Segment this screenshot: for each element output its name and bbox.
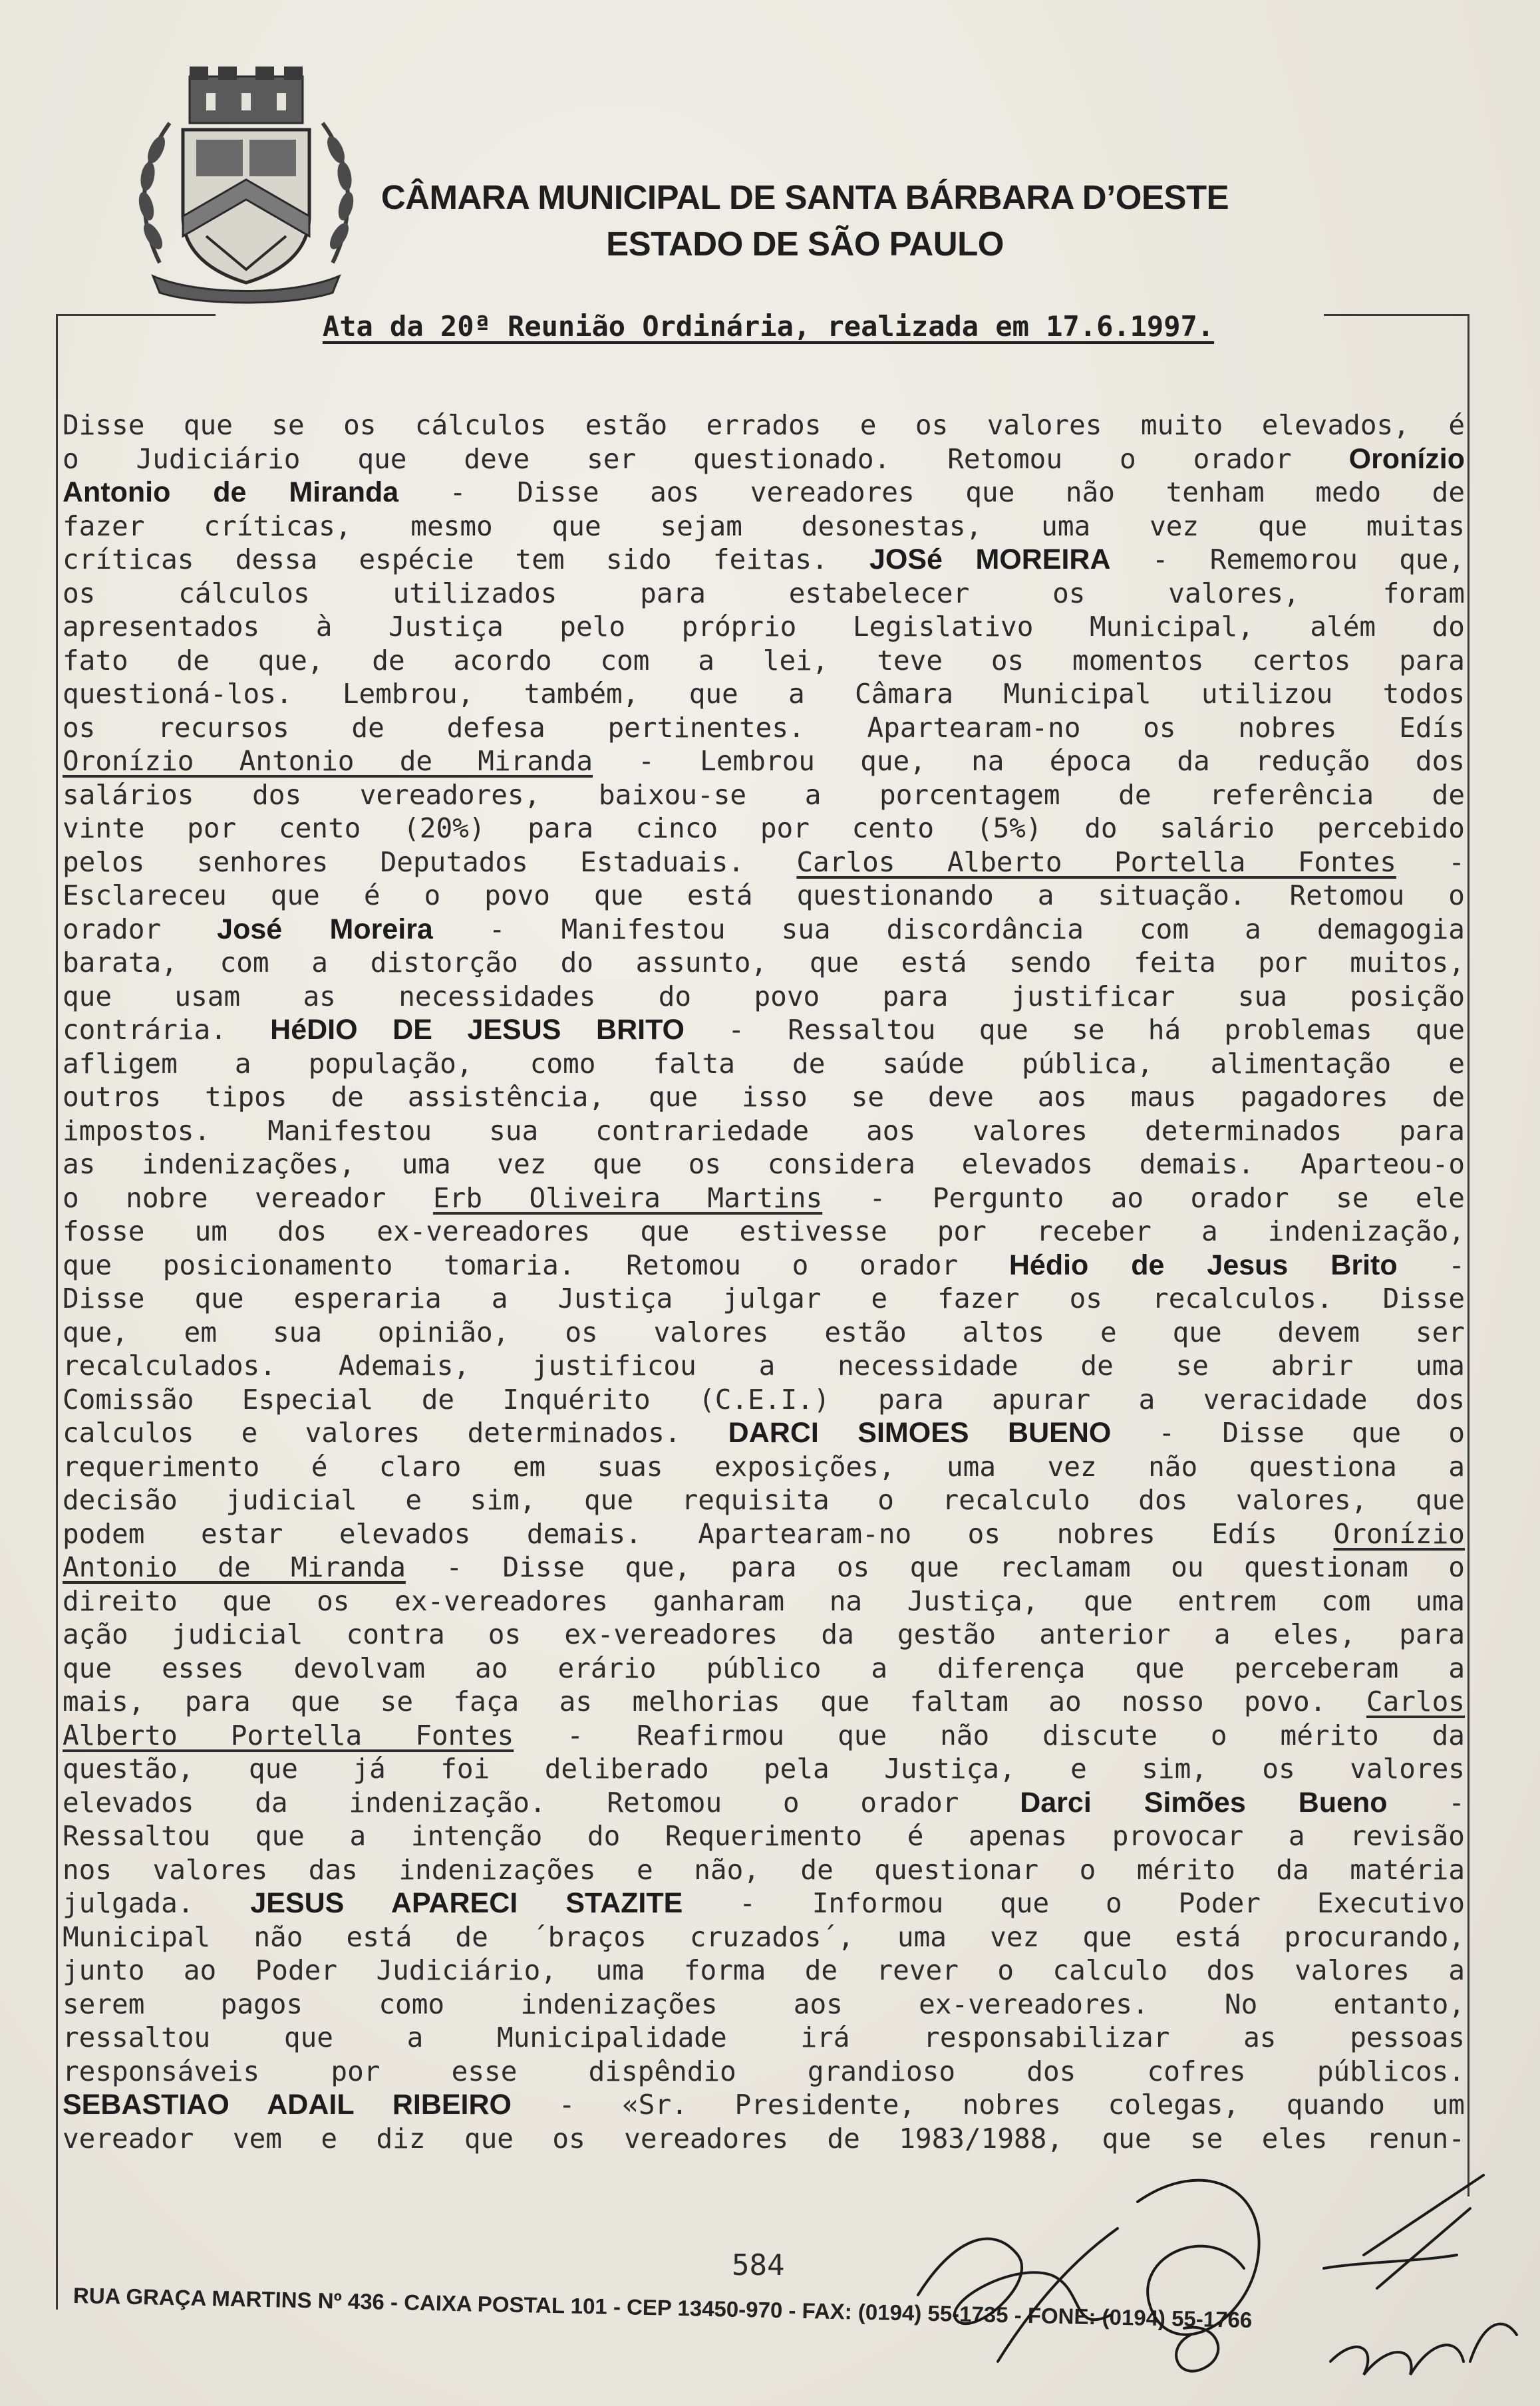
text-run: apresentados à Justiça pelo próprio Legislativo Municipal, além do [63, 611, 1465, 643]
aparte-name: Antonio de Miranda [63, 1551, 406, 1583]
text-run: Municipal não está de ´braços cruzados´, uma vez que está procurando, [63, 1920, 1465, 1953]
text-line [63, 1786, 1465, 1820]
text-line [63, 577, 1465, 611]
text-line [63, 778, 1465, 812]
text-run: Ressaltou que a intenção do Requerimento é apenas provocar a revisão [63, 1820, 1465, 1852]
text-run: as indenizações, uma vez que os considera elevados demais. Aparteou-o [63, 1148, 1465, 1180]
text-line [63, 1450, 1465, 1484]
text-line [63, 1954, 1465, 1988]
text-run: responsáveis por esse dispêndio grandioso dos cofres públicos. [63, 2055, 1465, 2087]
speaker-name: Darci Simões Bueno [1020, 1786, 1388, 1819]
speaker-name: SEBASTIAO ADAIL RIBEIRO [63, 2089, 512, 2121]
text-line [63, 2021, 1465, 2055]
text-line [63, 510, 1465, 543]
text-run: ressaltou que a Municipalidade irá responsabilizar as pessoas [63, 2022, 1465, 2053]
text-run: questão, que já foi deliberado pela Justiça, e sim, os valores [63, 1753, 1465, 1785]
text-line [63, 1685, 1465, 1719]
speaker-name: Oronízio [1348, 442, 1465, 475]
text-run: pelos senhores Deputados Estaduais. [63, 845, 797, 878]
text-run: serem pagos como indenizações aos ex-vereadores. No entanto, [63, 1988, 1465, 2020]
text-run: mais, para que se faça as melhorias que faltam ao nosso povo. [63, 1686, 1366, 1718]
text-run: Disse que se os cálculos estão errados e os valores muito elevados, é [63, 409, 1465, 441]
speaker-name: JOSé MOREIRA [869, 543, 1111, 575]
text-run: fazer críticas, mesmo que sejam desonestas, uma vez que muitas [63, 510, 1465, 542]
text-line [63, 980, 1465, 1014]
text-line [63, 812, 1465, 845]
text-run: requerimento é claro em suas exposições, uma vez não questiona a [63, 1450, 1465, 1483]
speaker-name: HéDIO DE JESUS BRITO [270, 1014, 685, 1046]
text-line [63, 1517, 1465, 1551]
text-run: questioná-los. Lembrou, também, que a Câmara Municipal utilizou todos [63, 678, 1465, 710]
text-run: - Ressaltou que se há problemas que [685, 1014, 1465, 1046]
text-line [63, 1719, 1465, 1753]
text-run: fato de que, de acordo com a lei, teve os momentos certos para [63, 644, 1465, 677]
text-run: Comissão Especial de Inquérito (C.E.I.) para apurar a veracidade dos [63, 1383, 1465, 1416]
speaker-name: Hédio de Jesus Brito [1008, 1249, 1398, 1281]
text-run: que esses devolvam ao erário público a diferença que perceberam a [63, 1652, 1465, 1684]
text-run: - Manifestou sua discordância com a demagogia [432, 913, 1465, 945]
aparte-name: Alberto Portella Fontes [63, 1719, 514, 1751]
text-line [63, 2055, 1465, 2089]
text-line [63, 1047, 1465, 1081]
margin-rule-right [1467, 314, 1469, 2196]
text-run: que usam as necessidades do povo para justificar sua posição [63, 980, 1465, 1012]
text-line [63, 1282, 1465, 1316]
text-run: - Reafirmou que não discute o mérito da [514, 1719, 1465, 1751]
text-run: direito que os ex-vereadores ganharam na Justiça, que entrem com uma [63, 1584, 1465, 1617]
aparte-name: Erb Oliveira Martins [432, 1181, 823, 1214]
text-line [63, 408, 1465, 442]
speaker-name: JESUS APARECI STAZITE [250, 1887, 683, 1919]
text-run: julgada. [63, 1887, 251, 1919]
text-run: vereador vem e diz que os vereadores de 1983/1988, que se eles renun- [63, 2122, 1465, 2155]
text-run: outros tipos de assistência, que isso se deve aos maus pagadores de [63, 1081, 1465, 1113]
text-run: Esclareceu que é o povo que está questionando a situação. Retomou o [63, 879, 1465, 911]
text-run: - Disse que o [1111, 1417, 1465, 1449]
page-number: 584 [732, 2248, 785, 2282]
text-run: que posicionamento tomaria. Retomou o orador [63, 1249, 1009, 1281]
institution-name: CÂMARA MUNICIPAL DE SANTA BÁRBARA D’OESTE [381, 178, 1229, 216]
aparte-name: Oronízio [1333, 1517, 1465, 1550]
margin-rule-left [56, 314, 58, 2310]
header-title [373, 174, 1237, 267]
text-line [63, 1114, 1465, 1148]
margin-rule-top-left [56, 314, 216, 316]
text-run: afligem a população, como falta de saúde pública, alimentação e [63, 1047, 1465, 1080]
text-line [63, 913, 1465, 947]
minutes-body [63, 408, 1465, 2155]
text-line [63, 1416, 1465, 1450]
speaker-name: DARCI SIMOES BUENO [728, 1417, 1112, 1449]
text-line [63, 1886, 1465, 1920]
text-run: elevados da indenização. Retomou o orador [63, 1786, 1020, 1819]
text-line [63, 2088, 1465, 2122]
text-run: o nobre vereador [63, 1181, 433, 1214]
text-line [63, 442, 1465, 476]
text-line [63, 1013, 1465, 1047]
aparte-name: Carlos Alberto Portella Fontes [796, 845, 1396, 878]
text-run: podem estar elevados demais. Apartearam-no os nobres Edís [63, 1517, 1334, 1550]
text-line [63, 1752, 1465, 1786]
text-line [63, 543, 1465, 577]
text-line [63, 1652, 1465, 1686]
text-line [63, 1249, 1465, 1282]
text-run: - Disse que, para os que reclamam ou questionam o [405, 1551, 1465, 1583]
text-run: ação judicial contra os ex-vereadores da gestão anterior a eles, para [63, 1618, 1465, 1650]
text-run: vinte por cento (20%) para cinco por cento (5%) do salário percebido [63, 812, 1465, 844]
text-line [63, 677, 1465, 711]
text-line [63, 1551, 1465, 1584]
text-run: os recursos de defesa pertinentes. Apartearam-no os nobres Edís [63, 711, 1465, 744]
text-line [63, 1383, 1465, 1417]
text-line [63, 1853, 1465, 1887]
text-run: os cálculos utilizados para estabelecer os valores, foram [63, 577, 1465, 609]
text-run: que, em sua opinião, os valores estão altos e que devem ser [63, 1316, 1465, 1348]
text-line [63, 476, 1465, 510]
text-line [63, 744, 1465, 778]
text-line [63, 1483, 1465, 1517]
text-run: - Disse aos vereadores que não tenham medo de [398, 476, 1465, 508]
text-run: - [1387, 1786, 1465, 1819]
text-run: decisão judicial e sim, que requisita o recalculo dos valores, que [63, 1484, 1465, 1516]
text-line [63, 711, 1465, 745]
text-run: o Judiciário que deve ser questionado. Retomou o orador [63, 442, 1349, 475]
text-run: críticas dessa espécie tem sido feitas. [63, 543, 869, 575]
aparte-name: Carlos [1366, 1686, 1465, 1718]
text-line [63, 946, 1465, 980]
text-line [63, 1618, 1465, 1652]
aparte-name: Oronízio Antonio de Miranda [63, 745, 593, 777]
text-run: junto ao Poder Judiciário, uma forma de rever o calculo dos valores a [63, 1954, 1465, 1986]
text-line [63, 879, 1465, 913]
text-run: contrária. [63, 1014, 271, 1046]
text-line [63, 1819, 1465, 1853]
speaker-name: José Moreira [217, 913, 433, 945]
text-line [63, 1080, 1465, 1114]
text-run: - [1396, 845, 1465, 878]
text-run: - Rememorou que, [1110, 543, 1465, 575]
text-run: - «Sr. Presidente, nobres colegas, quando um [512, 2089, 1465, 2121]
text-run: salários dos vereadores, baixou-se a porcentagem de referência de [63, 778, 1465, 811]
text-run: nos valores das indenizações e não, de questionar o mérito da matéria [63, 1853, 1465, 1886]
text-run: impostos. Manifestou sua contrariedade aos valores determinados para [63, 1114, 1465, 1147]
text-run: recalculados. Ademais, justificou a necessidade de se abrir uma [63, 1350, 1465, 1382]
text-line [63, 1215, 1465, 1249]
text-line [63, 1988, 1465, 2022]
text-line [63, 1147, 1465, 1181]
text-line [63, 644, 1465, 678]
text-line [63, 845, 1465, 879]
handwritten-signatures [898, 2162, 1537, 2401]
text-run: fosse um dos ex-vereadores que estivesse por receber a indenização, [63, 1215, 1465, 1247]
text-run: - Lembrou que, na época da redução dos [593, 745, 1465, 777]
speaker-name: Antonio de Miranda [63, 476, 399, 508]
text-run: calculos e valores determinados. [63, 1417, 728, 1449]
text-line [63, 1316, 1465, 1350]
text-run: - [1397, 1249, 1465, 1281]
footer-address: RUA GRAÇA MARTINS Nº 436 - CAIXA POSTAL 101 - CEP 13450-970 - FAX: (0194) 55-1735 - FONE: (0194) 55-1766 [73, 2283, 1253, 2333]
margin-rule-top-right [1324, 314, 1469, 316]
text-run: orador [63, 913, 218, 945]
text-line [63, 1584, 1465, 1618]
text-run: - Informou que o Poder Executivo [683, 1887, 1465, 1919]
text-run: - Pergunto ao orador se ele [822, 1181, 1465, 1214]
text-line [63, 1349, 1465, 1383]
text-line [63, 2122, 1465, 2156]
text-run: barata, com a distorção do assunto, que está sendo feita por muitos, [63, 947, 1465, 978]
text-line [63, 1920, 1465, 1954]
text-line [63, 610, 1465, 644]
text-line [63, 1181, 1465, 1215]
minutes-title: Ata da 20ª Reunião Ordinária, realizada em 17.6.1997. [322, 310, 1215, 343]
state-name: ESTADO DE SÃO PAULO [606, 225, 1004, 263]
coat-of-arms-icon [133, 63, 359, 309]
text-run: Disse que esperaria a Justiça julgar e fazer os recalculos. Disse [63, 1282, 1465, 1314]
